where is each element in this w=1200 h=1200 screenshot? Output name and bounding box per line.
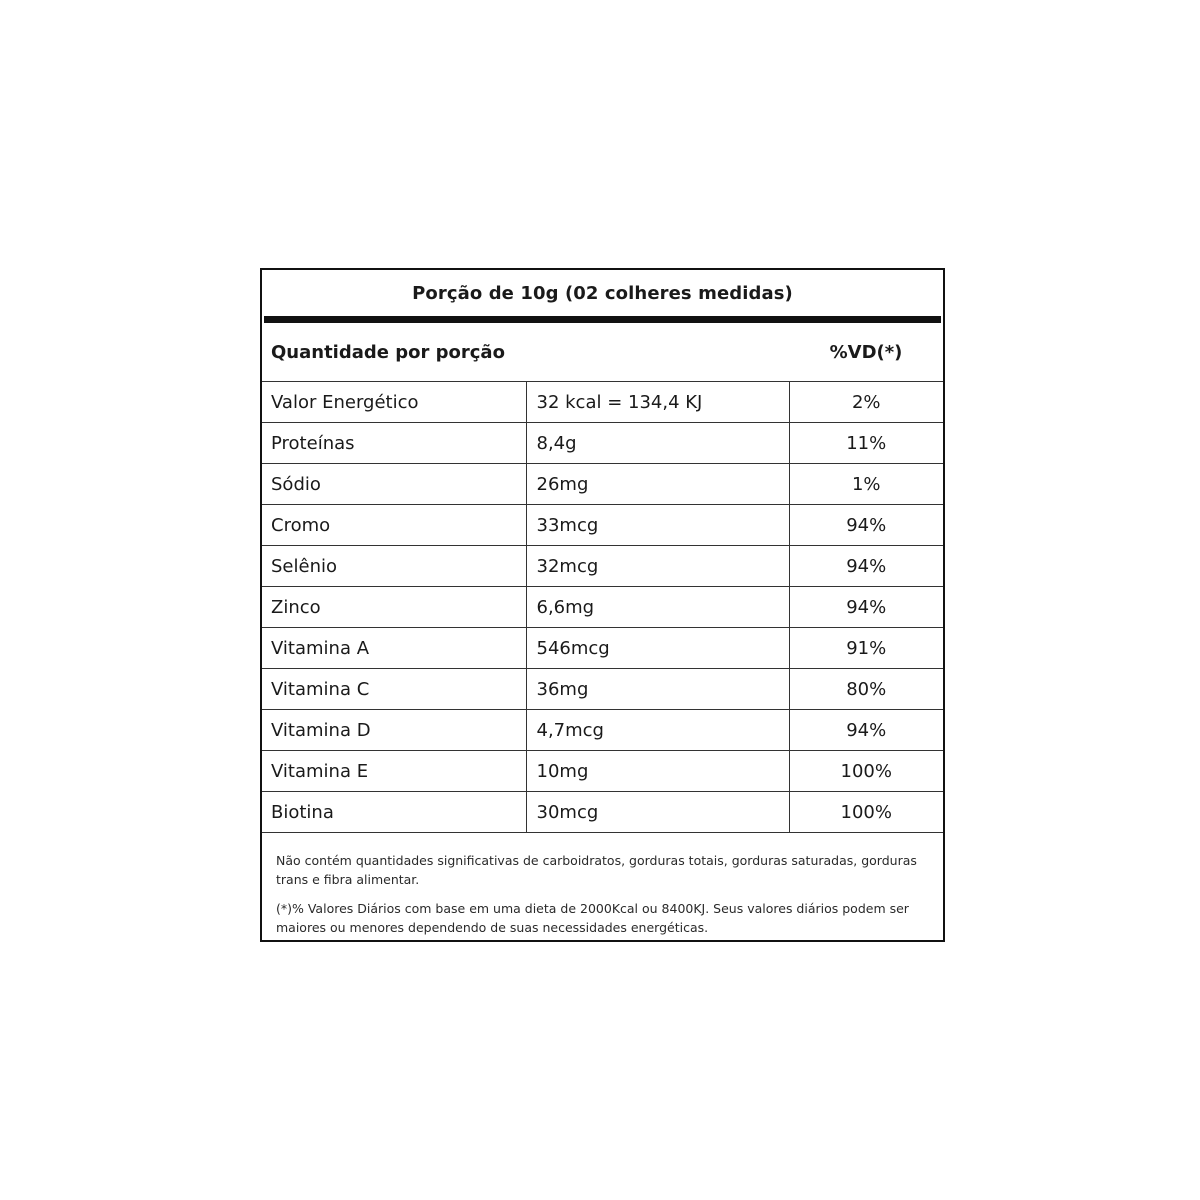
table-row [262, 710, 943, 751]
nutrient-daily-value: 2% [789, 382, 943, 423]
nutrient-name: Proteínas [262, 423, 526, 464]
quantity-per-serving-heading: Quantidade por porção [271, 341, 505, 363]
nutrition-facts-label [260, 268, 945, 942]
nutrient-amount: 4,7mcg [526, 710, 789, 751]
footnotes [262, 833, 943, 937]
nutrient-amount: 36mg [526, 669, 789, 710]
nutrient-name: Zinco [262, 587, 526, 628]
table-row [262, 669, 943, 710]
table-row [262, 628, 943, 669]
nutrient-name: Valor Energético [262, 382, 526, 423]
table-row [262, 464, 943, 505]
nutrient-name: Vitamina A [262, 628, 526, 669]
nutrient-name: Selênio [262, 546, 526, 587]
nutrient-daily-value: 11% [789, 423, 943, 464]
nutrient-name: Cromo [262, 505, 526, 546]
nutrient-amount: 546mcg [526, 628, 789, 669]
nutrient-name: Sódio [262, 464, 526, 505]
nutrient-amount: 6,6mg [526, 587, 789, 628]
nutrient-name: Biotina [262, 792, 526, 833]
nutrient-daily-value: 94% [789, 546, 943, 587]
nutrient-amount: 33mcg [526, 505, 789, 546]
table-row [262, 546, 943, 587]
serving-size-title: Porção de 10g (02 colheres medidas) [412, 282, 793, 304]
nutrient-daily-value: 100% [789, 792, 943, 833]
footnote-not-significant: Não contém quantidades significativas de carboidratos, gorduras totais, gorduras saturadas, gorduras trans e fibra alimentar. [276, 853, 917, 887]
nutrient-name: Vitamina C [262, 669, 526, 710]
nutrient-name: Vitamina D [262, 710, 526, 751]
nutrient-table [262, 382, 943, 833]
nutrient-daily-value: 94% [789, 710, 943, 751]
thick-divider [264, 316, 941, 323]
nutrient-daily-value: 91% [789, 628, 943, 669]
nutrient-amount: 32 kcal = 134,4 KJ [526, 382, 789, 423]
nutrient-amount: 32mcg [526, 546, 789, 587]
table-row [262, 587, 943, 628]
table-row [262, 751, 943, 792]
table-header [262, 323, 943, 382]
nutrient-daily-value: 80% [789, 669, 943, 710]
nutrient-amount: 30mcg [526, 792, 789, 833]
footnote-daily-values: (*)% Valores Diários com base em uma dieta de 2000Kcal ou 8400KJ. Seus valores diários podem ser maiores ou menores dependendo de suas necessidades energéticas. [276, 901, 909, 935]
table-row [262, 382, 943, 423]
table-row [262, 423, 943, 464]
nutrient-name: Vitamina E [262, 751, 526, 792]
nutrient-daily-value: 100% [789, 751, 943, 792]
nutrient-amount: 8,4g [526, 423, 789, 464]
nutrient-daily-value: 94% [789, 587, 943, 628]
table-row [262, 792, 943, 833]
nutrient-amount: 10mg [526, 751, 789, 792]
nutrient-daily-value: 94% [789, 505, 943, 546]
table-row [262, 505, 943, 546]
nutrient-amount: 26mg [526, 464, 789, 505]
nutrient-daily-value: 1% [789, 464, 943, 505]
daily-value-heading: %VD(*) [829, 341, 903, 363]
